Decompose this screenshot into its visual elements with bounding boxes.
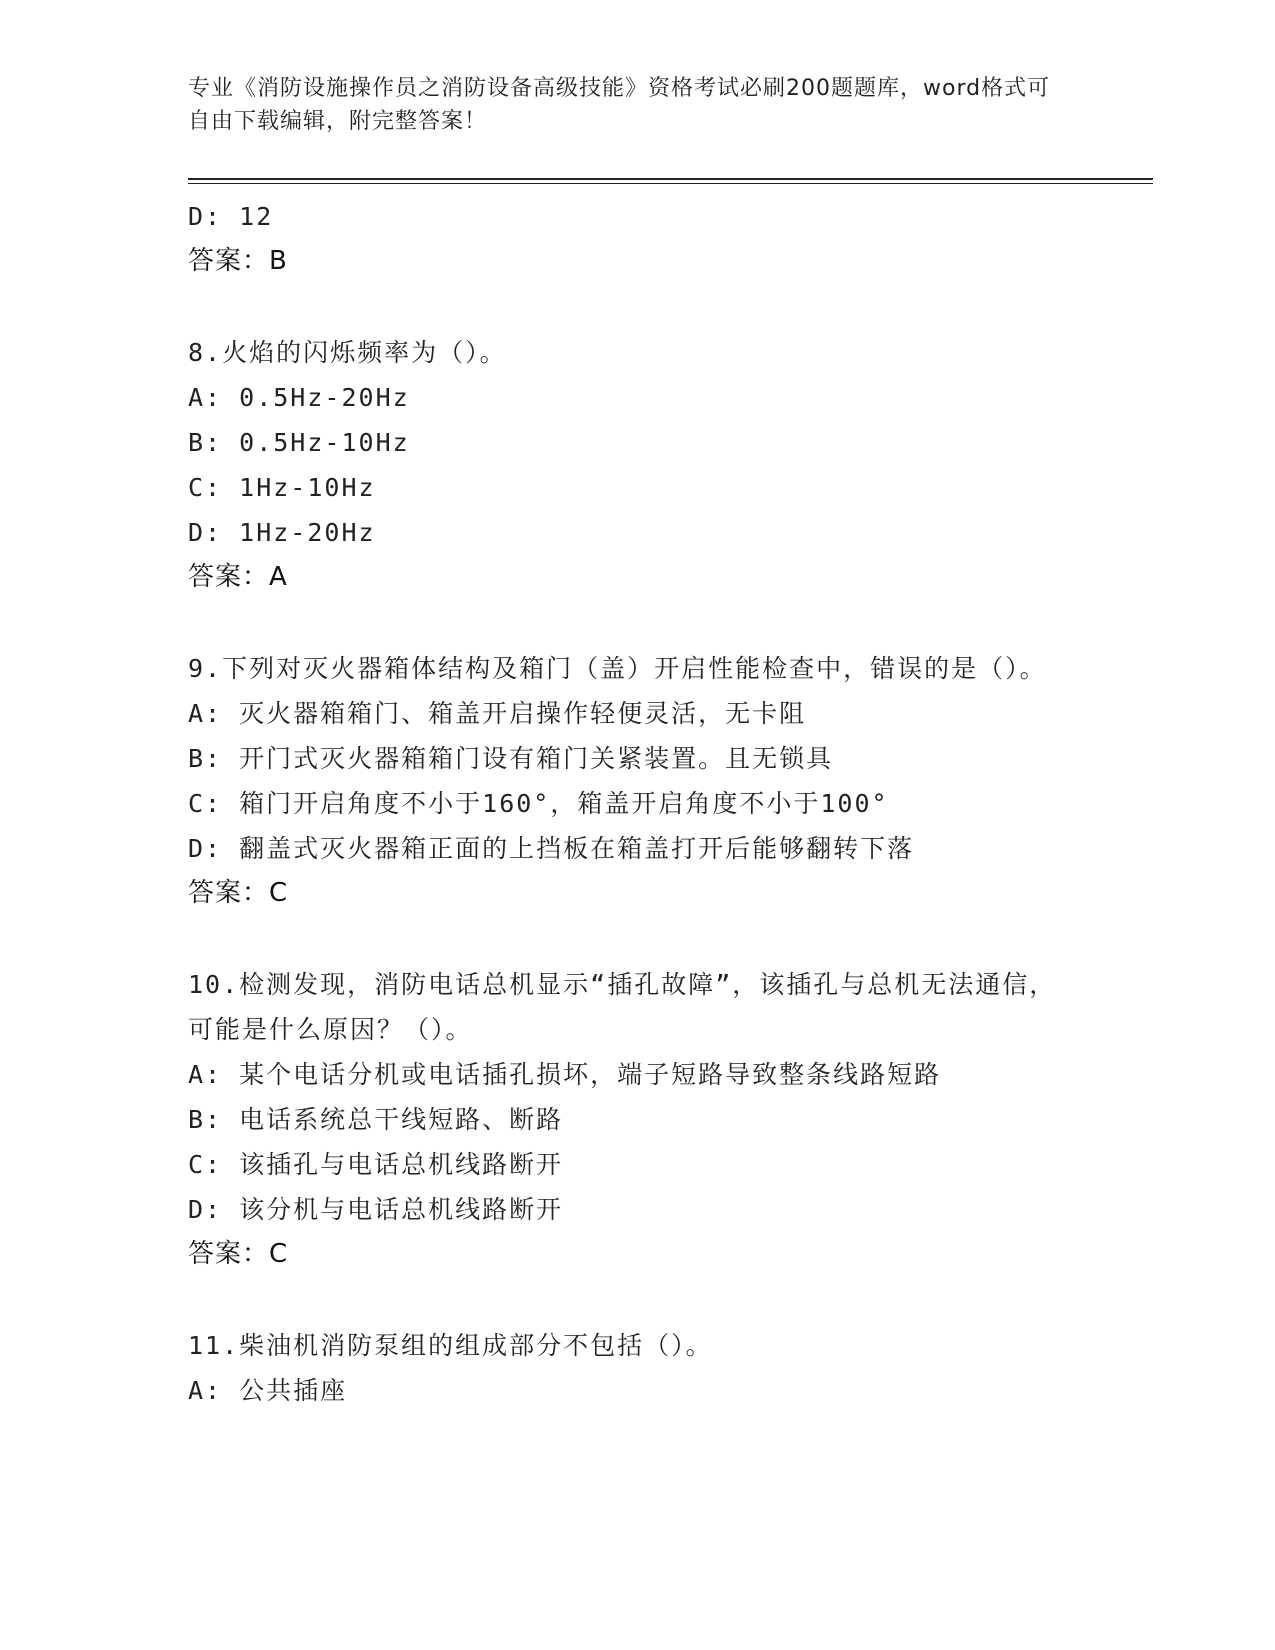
option-a: A: 0.5Hz-20Hz [188, 383, 410, 412]
option-b: B: 电话系统总干线短路、断路 [188, 1105, 564, 1134]
option-c: C: 该插孔与电话总机线路断开 [188, 1150, 564, 1179]
option-b: B: 0.5Hz-10Hz [188, 428, 410, 457]
question-block-8 [188, 330, 1068, 600]
document-header: 专业《消防设施操作员之消防设备高级技能》资格考试必刷200题题库，word格式可自由下载编辑，附完整答案！ [188, 76, 1051, 134]
option-d: D: 翻盖式灭火器箱正面的上挡板在箱盖打开后能够翻转下落 [188, 834, 915, 863]
option-d: D: 12 [188, 202, 274, 231]
header-rule-thick [188, 178, 1153, 180]
answer-line: 答案：C [188, 1239, 289, 1269]
option-a: A: 公共插座 [188, 1376, 348, 1405]
question-stem: 9.下列对灭火器箱体结构及箱门（盖）开启性能检查中，错误的是（）。 [188, 654, 1047, 683]
question-block-11 [188, 1323, 1068, 1413]
option-c: C: 箱门开启角度不小于160°，箱盖开启角度不小于100° [188, 789, 889, 818]
option-a: A: 灭火器箱箱门、箱盖开启操作轻便灵活，无卡阻 [188, 699, 807, 728]
question-block-10 [188, 962, 1068, 1277]
option-d: D: 1Hz-20Hz [188, 518, 376, 547]
answer-line: 答案：A [188, 562, 288, 592]
question-block-7-tail [188, 194, 1068, 284]
option-a: A: 某个电话分机或电话插孔损坏，端子短路导致整条线路短路 [188, 1060, 942, 1089]
question-block-9 [188, 646, 1068, 916]
question-stem: 10.检测发现，消防电话总机显示“插孔故障”，该插孔与总机无法通信，可能是什么原因？（）。 [188, 970, 1057, 1044]
option-b: B: 开门式灭火器箱箱门设有箱门关紧装置。且无锁具 [188, 744, 834, 773]
question-stem: 11.柴油机消防泵组的组成部分不包括（）。 [188, 1331, 713, 1360]
answer-line: 答案：B [188, 246, 288, 276]
question-stem: 8.火焰的闪烁频率为（）。 [188, 338, 507, 367]
header-rule-thin [188, 183, 1153, 184]
question-list [188, 194, 1068, 1413]
answer-line: 答案：C [188, 878, 289, 908]
option-c: C: 1Hz-10Hz [188, 473, 376, 502]
option-d: D: 该分机与电话总机线路断开 [188, 1195, 564, 1224]
